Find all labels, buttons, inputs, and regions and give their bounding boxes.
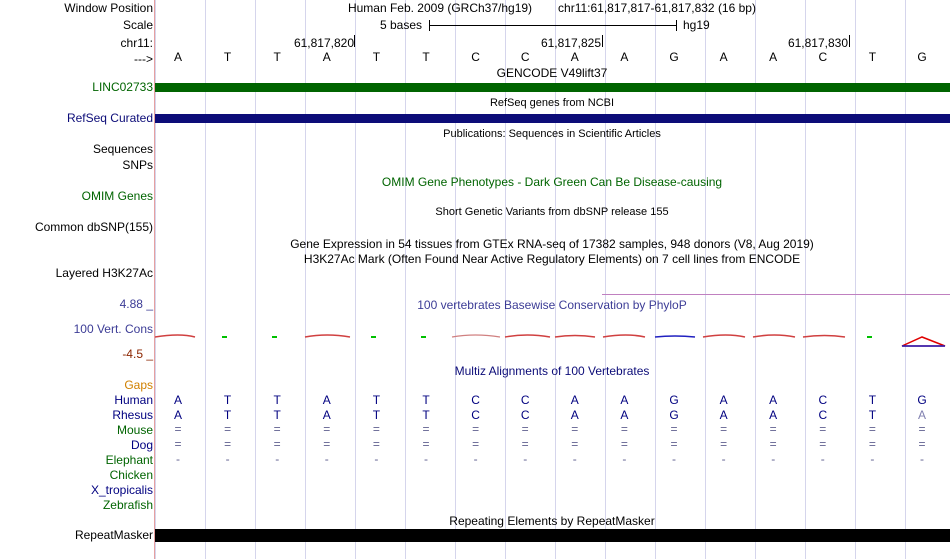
- repeatmasker-bar[interactable]: [155, 529, 950, 542]
- alignment-base: -: [523, 452, 528, 466]
- dbsnp-track-label[interactable]: Common dbSNP(155): [34, 220, 153, 234]
- alignment-base: =: [323, 422, 331, 436]
- omim-track-label[interactable]: OMIM Genes: [81, 189, 153, 203]
- refseq-track-label[interactable]: RefSeq Curated: [66, 111, 153, 125]
- refseq-gene-bar[interactable]: [155, 114, 950, 123]
- alignment-base: -: [572, 452, 577, 466]
- alignment-base: -: [672, 452, 676, 466]
- alignment-base: T: [372, 408, 381, 422]
- species-label[interactable]: Rhesus: [112, 408, 153, 422]
- alignment-base: -: [820, 452, 825, 466]
- ruler-tick: [602, 35, 603, 47]
- alignment-base: A: [322, 393, 331, 407]
- alignment-base: =: [720, 437, 728, 451]
- alignment-base: G: [669, 393, 679, 407]
- reference-base: A: [570, 50, 579, 64]
- alignment-base: =: [472, 437, 480, 451]
- ruler-tick: [849, 35, 850, 47]
- alignment-base: A: [570, 408, 579, 422]
- reference-base: C: [520, 50, 530, 64]
- reference-base: A: [322, 50, 331, 64]
- alignment-base: -: [374, 452, 379, 466]
- ruler-tick-label: 61,817,830: [787, 36, 848, 50]
- alignment-base: =: [571, 437, 579, 451]
- h3k27ac-signal-line: [602, 294, 950, 295]
- alignment-base: A: [173, 408, 183, 422]
- alignment-base: T: [868, 393, 877, 407]
- alignment-base: =: [372, 422, 380, 436]
- scale-bar: [429, 25, 677, 26]
- alignment-base: =: [422, 437, 430, 451]
- ruler-tick-label: 61,817,825: [540, 36, 601, 50]
- alignment-base: C: [520, 393, 530, 407]
- scale-label: Scale: [122, 18, 153, 32]
- reference-base: T: [868, 50, 877, 64]
- alignment-base: C: [520, 408, 530, 422]
- cons-track-label[interactable]: 100 Vert. Cons: [73, 322, 153, 336]
- alignment-base: T: [422, 408, 430, 422]
- phylop-wiggle: [155, 328, 950, 350]
- alignment-base: -: [870, 452, 875, 466]
- alignment-base: =: [769, 422, 777, 436]
- alignment-base: =: [273, 437, 281, 451]
- alignment-base: -: [324, 452, 329, 466]
- alignment-base: T: [273, 408, 281, 422]
- species-label[interactable]: Human: [114, 393, 153, 407]
- alignment-base: =: [372, 437, 380, 451]
- alignment-base: A: [322, 408, 331, 422]
- alignment-base: A: [620, 408, 629, 422]
- assembly-text: Human Feb. 2009 (GRCh37/hg19): [347, 1, 533, 15]
- species-label[interactable]: Mouse: [116, 423, 153, 437]
- db-text: hg19: [683, 18, 710, 32]
- ruler-tick: [354, 35, 355, 47]
- scale-bar-text: 5 bases: [380, 18, 423, 32]
- snps-track-label[interactable]: SNPs: [122, 158, 153, 172]
- alignment-base: =: [720, 422, 728, 436]
- reference-base: T: [273, 50, 281, 64]
- alignment-base: =: [819, 422, 827, 436]
- alignment-base: C: [818, 408, 828, 422]
- species-label[interactable]: X_tropicalis: [90, 483, 153, 497]
- alignment-base: T: [223, 408, 232, 422]
- alignment-base: =: [670, 422, 678, 436]
- alignment-base: =: [769, 437, 777, 451]
- alignment-base: -: [176, 452, 180, 466]
- gtex-track-title: Gene Expression in 54 tissues from GTEx RNA-seq of 17382 samples, 948 donors (V8, Aug 2019): [290, 237, 814, 251]
- window-position-label: Window Position: [64, 1, 153, 15]
- alignment-base: A: [570, 393, 579, 407]
- alignment-base: =: [174, 437, 182, 451]
- alignment-base: =: [174, 422, 182, 436]
- alignment-base: =: [918, 437, 926, 451]
- reference-base: G: [917, 50, 927, 64]
- reference-base: A: [620, 50, 629, 64]
- alignment-base: =: [472, 422, 480, 436]
- reference-base: T: [372, 50, 381, 64]
- repeatmasker-track-title: Repeating Elements by RepeatMasker: [449, 514, 655, 528]
- alignment-base: A: [620, 393, 629, 407]
- alignment-base: C: [471, 408, 480, 422]
- reference-base: A: [769, 50, 778, 64]
- alignment-base: =: [670, 437, 678, 451]
- alignment-base: =: [868, 422, 876, 436]
- alignment-base: C: [818, 393, 828, 407]
- reference-base: A: [173, 50, 183, 64]
- alignment-base: G: [669, 408, 679, 422]
- reference-base: C: [818, 50, 828, 64]
- alignment-base: -: [920, 452, 924, 466]
- alignment-base: =: [918, 422, 926, 436]
- gaps-label: Gaps: [124, 378, 153, 392]
- reference-base: T: [223, 50, 232, 64]
- reference-base: G: [669, 50, 679, 64]
- phylop-track-title: 100 vertebrates Basewise Conservation by PhyloP: [417, 298, 687, 312]
- alignment-base: =: [323, 437, 331, 451]
- alignment-base: =: [273, 422, 281, 436]
- alignment-base: -: [721, 452, 726, 466]
- alignment-base: -: [622, 452, 627, 466]
- alignment-base: G: [917, 393, 927, 407]
- alignment-base: A: [719, 408, 728, 422]
- reference-base: A: [719, 50, 728, 64]
- h3k27ac-track-label[interactable]: Layered H3K27Ac: [55, 266, 153, 280]
- sequences-track-label[interactable]: Sequences: [92, 142, 153, 156]
- ruler-tick-label: 61,817,820: [293, 36, 354, 50]
- chrom-label: chr11:: [120, 36, 153, 50]
- alignment-base: A: [769, 393, 778, 407]
- alignment-base: A: [719, 393, 728, 407]
- alignment-base: =: [868, 437, 876, 451]
- alignment-base: T: [422, 393, 430, 407]
- alignment-base: A: [917, 408, 927, 422]
- alignment-base: =: [224, 422, 232, 436]
- gencode-track-title: GENCODE V49lift37: [496, 66, 608, 80]
- alignment-base: =: [819, 437, 827, 451]
- species-label[interactable]: Dog: [130, 438, 153, 452]
- strand-arrow-label[interactable]: --->: [134, 52, 153, 66]
- alignment-base: -: [473, 452, 478, 466]
- alignment-base: -: [771, 452, 776, 466]
- alignment-base: T: [372, 393, 381, 407]
- cons-max-label: 4.88 _: [119, 297, 153, 311]
- species-label[interactable]: Chicken: [109, 468, 153, 482]
- omim-track-title: OMIM Gene Phenotypes - Dark Green Can Be Disease-causing: [381, 175, 723, 189]
- multiz-track-title: Multiz Alignments of 100 Vertebrates: [454, 364, 650, 378]
- alignment-base: T: [868, 408, 877, 422]
- h3k27ac-track-title: H3K27Ac Mark (Often Found Near Active Regulatory Elements) on 7 cell lines from ENCODE: [303, 252, 801, 266]
- alignment-base: =: [422, 422, 430, 436]
- alignment-base: T: [223, 393, 232, 407]
- alignment-base: -: [225, 452, 230, 466]
- alignment-base: =: [620, 422, 628, 436]
- species-label[interactable]: Zebrafish: [102, 498, 153, 512]
- alignment-base: =: [620, 437, 628, 451]
- alignment-base: =: [521, 422, 529, 436]
- alignment-base: A: [173, 393, 183, 407]
- refseq-track-title: RefSeq genes from NCBI: [489, 97, 615, 109]
- publications-track-title: Publications: Sequences in Scientific Articles: [443, 128, 661, 140]
- reference-base: T: [422, 50, 430, 64]
- alignment-base: -: [424, 452, 428, 466]
- dbsnp-track-title: Short Genetic Variants from dbSNP release 155: [435, 206, 669, 218]
- alignment-base: =: [521, 437, 529, 451]
- linc02733-gene-bar[interactable]: [155, 83, 950, 92]
- alignment-base: T: [273, 393, 281, 407]
- alignment-base: A: [769, 408, 778, 422]
- position-text: chr11:61,817,817-61,817,832 (16 bp): [558, 1, 756, 15]
- alignment-base: =: [571, 422, 579, 436]
- reference-base: C: [471, 50, 480, 64]
- alignment-base: -: [275, 452, 280, 466]
- alignment-base: =: [224, 437, 232, 451]
- alignment-base: C: [471, 393, 480, 407]
- species-label[interactable]: Elephant: [105, 453, 153, 467]
- cons-min-label: -4.5 _: [122, 347, 153, 361]
- repeatmasker-track-label[interactable]: RepeatMasker: [74, 528, 153, 542]
- linc-track-label[interactable]: LINC02733: [92, 80, 153, 94]
